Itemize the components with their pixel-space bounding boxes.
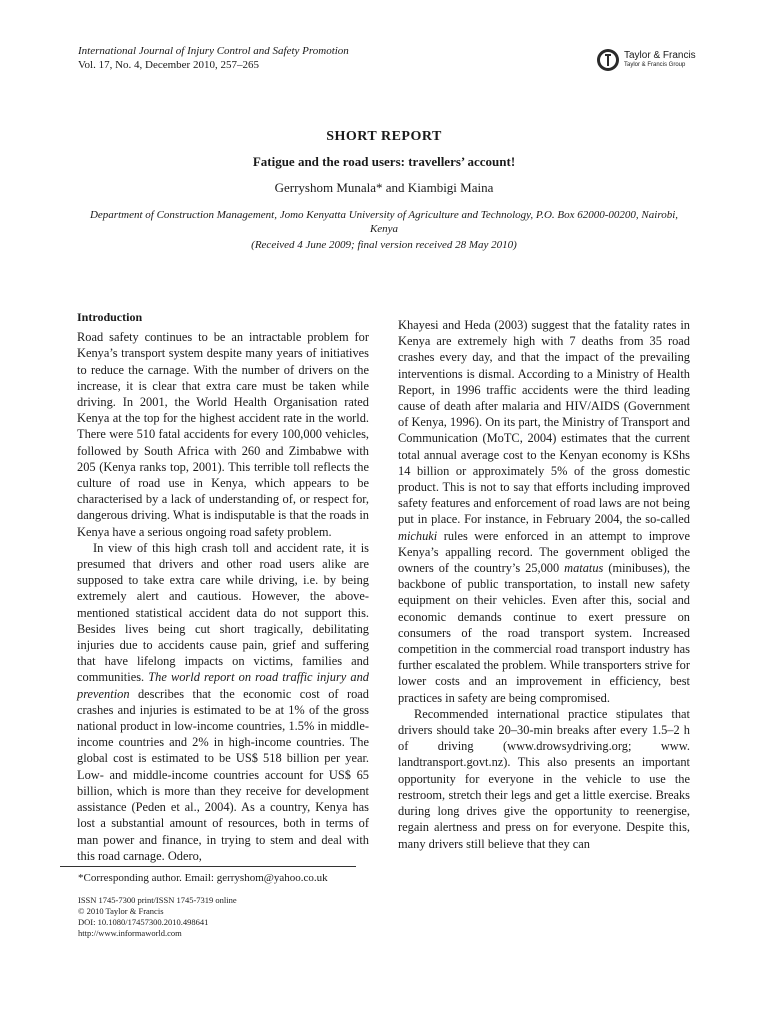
section-heading-introduction: Introduction: [77, 310, 143, 324]
body-column-left: [77, 309, 369, 864]
paragraph-text: Khayesi and Heda (2003) suggest that the fatality rates in Kenya are extremely high with 7 deaths from 35 road crashes every day, and that the impact of the prevailing interventions is dismal. According to a Ministry of Health Report, in 1996 traffic accidents were the third leading cause of death after malaria and HIV/AIDS (Government of Kenya, 1996). On its part, the Ministry of Transport and Communication (MoTC, 2004) estimates that the current total annual average cost to the Kenyan economy is KShs 14 billion or approximately 5% of the gross domestic product. This is not to say that efforts including improved safety features and enforcement of road laws are not being put in place. For instance, in February 2004, the so-called: [398, 318, 690, 527]
journal-issue: Vol. 17, No. 4, December 2010, 257–265: [78, 59, 259, 71]
publication-metadata: [78, 895, 237, 939]
author-affiliation: Department of Construction Management, Jomo Kenyatta University of Agriculture and Technology, P.O. Box 62000-00200, Nairobi, Kenya: [89, 209, 679, 235]
italic-term: matatus: [564, 561, 604, 576]
tf-publisher-logo-icon: [596, 48, 620, 72]
publisher-group: Taylor & Francis Group: [624, 62, 686, 68]
corresponding-author-footnote: *Corresponding author. Email: gerryshom@yahoo.co.uk: [78, 872, 328, 884]
publisher-url: http://www.informaworld.com: [78, 928, 182, 938]
paragraph-text: describes that the economic cost of road crashes and injuries is estimated to be at 1% of the gross national product in low-income countries, 1.5% in middle-income countries and 2% in high-income countries. The global cost is estimated to be US$ 518 billion per year. Low- and middle-income countries account for US$ 65 billion, which is more than they receive for development assistance (Peden et al., 2004). As a country, Kenya has lost a substantial amount of resources, both in terms of man power and finance, in trying to stem and deal with this road carnage. Odero,: [77, 686, 369, 863]
paragraph: Recommended international practice stipulates that drivers should take 20–30-min breaks after every 1.5–2 h of driving (www.drowsydriving.org; www. landtransport.govt.nz). This also presents an important opportunity for everyone in the vehicle to use the restroom, stretch their legs and get a little exercise. Breaks during long drives give the opportunity to reenergise, regain alertness and press on for everyone. Despite this, many drivers still believe that they can: [398, 706, 690, 851]
doi: DOI: 10.1080/17457300.2010.498641: [78, 917, 209, 927]
publisher-logo: [596, 48, 706, 76]
paragraph: [398, 317, 690, 706]
publisher-name: Taylor & Francis: [624, 50, 696, 61]
journal-header: [78, 44, 498, 72]
journal-name: International Journal of Injury Control and Safety Promotion: [78, 45, 349, 57]
paragraph-text: In view of this high crash toll and accident rate, it is presumed that drivers and other road users alike are supposed to take extra care while driving, i.e. by being extremely alert and cautious. However, the above-mentioned statistical accident data do not support this. Besides lives being cut short tragically, debilitating injuries due to accidents cause pain, grief and suffering that have lifelong impacts on victims, families and communities.: [77, 540, 369, 685]
body-column-right: [398, 309, 690, 852]
cited-report-title: The world report on road traffic injury and prevention: [77, 670, 369, 701]
report-type: SHORT REPORT: [326, 129, 442, 144]
paragraph-text: (minibuses), the backbone of public transportation, to install new safety equipment on their vehicles. Even after this, social and economic demands continue to exert pressure on consumers of the road transport system. Increased competition in the commercial road transport industry has further escalated the problem. While transporters strive for lower costs and an improvement in efficiency, best practices in safety are being compromised.: [398, 561, 691, 705]
italic-term: michuki: [398, 528, 438, 543]
article-title: Fatigue and the road users: travellers’ account!: [252, 154, 516, 169]
paragraph: [77, 540, 369, 864]
received-text: (Received 4 June 2009; final version received 28 May 2010): [251, 239, 517, 251]
article-authors: Gerryshom Munala* and Kiambigi Maina: [274, 180, 494, 195]
issn: ISSN 1745-7300 print/ISSN 1745-7319 online: [78, 895, 237, 905]
paragraph: Road safety continues to be an intractable problem for Kenya’s transport system despite many years of initiatives to reduce the carnage. With the number of drivers on the increase, it is clear that extra care must be taken while driving. In 2001, the World Health Organisation rated Kenya at the top for the highest accident rate in the world. There were 510 fatal accidents for every 100,000 vehicles, followed by South Africa with 260 and Zimbabwe with 205 (Kenya ranks top, 2001). This terrible toll reflects the culture of road use in Kenya, which appears to be characterised by a lack of understanding of, or respect for, dangerous driving. What is indisputable is that the roads in Kenya have a serious ongoing road safety problem.: [77, 330, 369, 539]
footnote-divider: [60, 866, 356, 867]
paragraph-text: rules were enforced in an attempt to improve Kenya’s appalling record. The government obliged the owners of the country’s 25,000: [398, 528, 690, 576]
copyright: © 2010 Taylor & Francis: [78, 906, 164, 916]
received-dates: [60, 239, 708, 251]
